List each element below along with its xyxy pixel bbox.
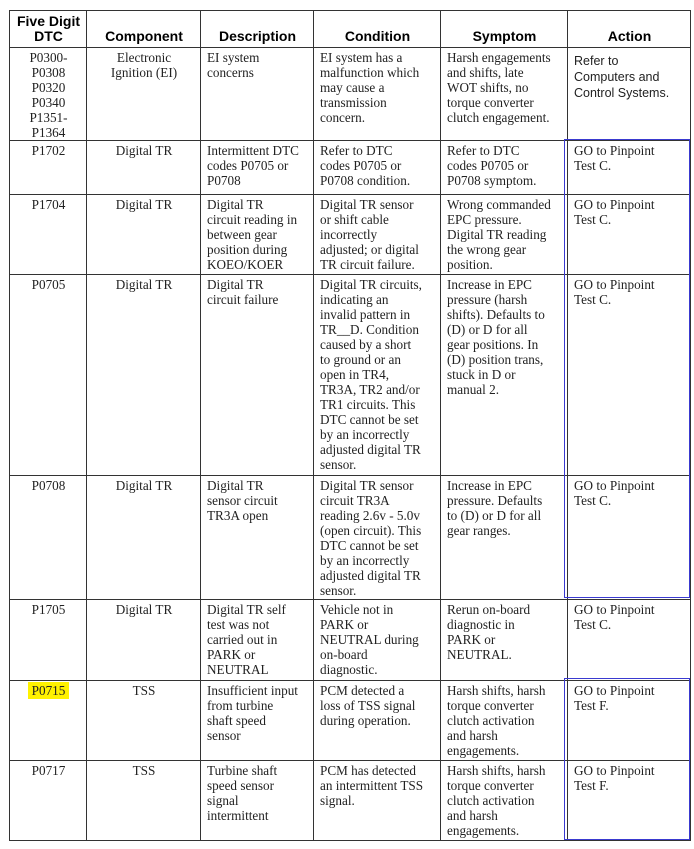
dtc-text: P1704 [31, 197, 66, 212]
cell-condition [314, 141, 441, 195]
cell-action [568, 600, 691, 681]
table-row [10, 681, 691, 761]
description-text: Intermittent DTC codes P0705 or P0708 [207, 143, 299, 188]
dtc-text: P0708 [31, 478, 66, 493]
cell-component [87, 275, 201, 476]
component-text: Digital TR [115, 197, 173, 212]
header-symptom: Symptom [441, 11, 568, 48]
condition-text: Digital TR sensor or shift cable incorrectly adjusted; or digital TR circuit failure. [320, 197, 419, 272]
cell-symptom [441, 476, 568, 600]
cell-condition [314, 195, 441, 275]
action-text: GO to Pinpoint Test C. [574, 478, 655, 508]
component-text: TSS [132, 763, 156, 778]
cell-condition [314, 681, 441, 761]
cell-description [201, 476, 314, 600]
cell-dtc [10, 141, 87, 195]
cell-symptom [441, 48, 568, 141]
cell-symptom [441, 195, 568, 275]
condition-text: PCM has detected an intermittent TSS signal. [320, 763, 424, 808]
component-text: Electronic Ignition (EI) [110, 50, 178, 80]
cell-condition [314, 761, 441, 841]
cell-component [87, 761, 201, 841]
symptom-text: Increase in EPC pressure (harsh shifts). Defaults to (D) or D for all gear positions. In (D) position trans, stuck in D or manual 2. [447, 277, 545, 397]
description-text: Digital TR circuit reading in between gear position during KOEO/KOER [207, 197, 298, 272]
table-row [10, 48, 691, 141]
cell-component [87, 600, 201, 681]
table-row [10, 195, 691, 275]
action-text: GO to Pinpoint Test C. [574, 143, 655, 173]
cell-description [201, 761, 314, 841]
symptom-text: Wrong commanded EPC pressure. Digital TR reading the wrong gear position. [447, 197, 551, 272]
description-text: EI system concerns [207, 50, 260, 80]
condition-text: Digital TR sensor circuit TR3A reading 2.6v - 5.0v (open circuit). This DTC cannot be set by an incorrectly adjusted digital TR sensor. [320, 478, 422, 598]
symptom-text: Harsh engagements and shifts, late WOT shifts, no torque converter clutch engagement. [447, 50, 551, 125]
cell-symptom [441, 600, 568, 681]
symptom-text: Harsh shifts, harsh torque converter clutch activation and harsh engagements. [447, 683, 546, 758]
dtc-text: P0705 [31, 277, 66, 292]
component-text: Digital TR [115, 478, 173, 493]
condition-text: Refer to DTC codes P0705 or P0708 condition. [320, 143, 411, 188]
cell-dtc [10, 275, 87, 476]
header-condition: Condition [314, 11, 441, 48]
action-text: GO to Pinpoint Test F. [574, 683, 655, 713]
action-text: GO to Pinpoint Test C. [574, 277, 655, 307]
cell-action [568, 195, 691, 275]
cell-action [568, 476, 691, 600]
action-text: GO to Pinpoint Test C. [574, 602, 655, 632]
dtc-text: P0715 [28, 682, 70, 699]
dtc-table [9, 10, 691, 841]
cell-action [568, 48, 691, 141]
header-row [10, 11, 691, 48]
description-text: Insufficient input from turbine shaft speed sensor [207, 683, 298, 743]
cell-dtc [10, 476, 87, 600]
description-text: Digital TR sensor circuit TR3A open [207, 478, 278, 523]
cell-dtc [10, 761, 87, 841]
cell-action [568, 681, 691, 761]
table-row [10, 275, 691, 476]
condition-text: EI system has a malfunction which may cause a transmission concern. [320, 50, 420, 125]
cell-description [201, 681, 314, 761]
cell-dtc [10, 600, 87, 681]
cell-action [568, 141, 691, 195]
symptom-text: Rerun on-board diagnostic in PARK or NEUTRAL. [447, 602, 531, 662]
cell-component [87, 48, 201, 141]
cell-condition [314, 48, 441, 141]
component-text: Digital TR [115, 602, 173, 617]
header-component: Component [87, 11, 201, 48]
cell-symptom [441, 681, 568, 761]
header-dtc: Five Digit DTC [10, 11, 87, 48]
description-text: Turbine shaft speed sensor signal intermittent [207, 763, 278, 823]
cell-dtc [10, 195, 87, 275]
table-row [10, 476, 691, 600]
dtc-text: P1705 [31, 602, 66, 617]
dtc-text: P0717 [31, 763, 66, 778]
cell-description [201, 195, 314, 275]
header-description: Description [201, 11, 314, 48]
cell-description [201, 141, 314, 195]
cell-condition [314, 476, 441, 600]
condition-text: Digital TR circuits, indicating an invalid pattern in TR__D. Condition caused by a short to ground or an open in TR4, TR3A, TR2 and/or TR1 circuits. This DTC cannot be set by an incorrectly adjusted digital TR sensor. [320, 277, 422, 472]
component-text: Digital TR [115, 143, 173, 158]
cell-symptom [441, 275, 568, 476]
cell-description [201, 600, 314, 681]
cell-description [201, 275, 314, 476]
action-text: Refer to Computers and Control Systems. [574, 54, 670, 100]
component-text: TSS [132, 683, 156, 698]
table-row [10, 600, 691, 681]
description-text: Digital TR circuit failure [207, 277, 279, 307]
cell-component [87, 681, 201, 761]
condition-text: PCM detected a loss of TSS signal during operation. [320, 683, 416, 728]
cell-symptom [441, 141, 568, 195]
symptom-text: Harsh shifts, harsh torque converter clutch activation and harsh engagements. [447, 763, 546, 838]
action-text: GO to Pinpoint Test F. [574, 763, 655, 793]
symptom-text: Refer to DTC codes P0705 or P0708 symptom. [447, 143, 537, 188]
condition-text: Vehicle not in PARK or NEUTRAL during on-board diagnostic. [320, 602, 419, 677]
cell-condition [314, 275, 441, 476]
description-text: Digital TR self test was not carried out in PARK or NEUTRAL [207, 602, 286, 677]
action-text: GO to Pinpoint Test C. [574, 197, 655, 227]
header-action: Action [568, 11, 691, 48]
cell-dtc [10, 681, 87, 761]
component-text: Digital TR [115, 277, 173, 292]
cell-component [87, 141, 201, 195]
cell-condition [314, 600, 441, 681]
cell-description [201, 48, 314, 141]
cell-component [87, 476, 201, 600]
cell-action [568, 275, 691, 476]
table-row [10, 141, 691, 195]
cell-component [87, 195, 201, 275]
table-row [10, 761, 691, 841]
cell-dtc [10, 48, 87, 141]
dtc-text: P0300- P0308 P0320 P0340 P1351- P1364 [29, 50, 68, 140]
cell-symptom [441, 761, 568, 841]
cell-action [568, 761, 691, 841]
dtc-text: P1702 [31, 143, 66, 158]
symptom-text: Increase in EPC pressure. Defaults to (D) or D for all gear ranges. [447, 478, 543, 538]
